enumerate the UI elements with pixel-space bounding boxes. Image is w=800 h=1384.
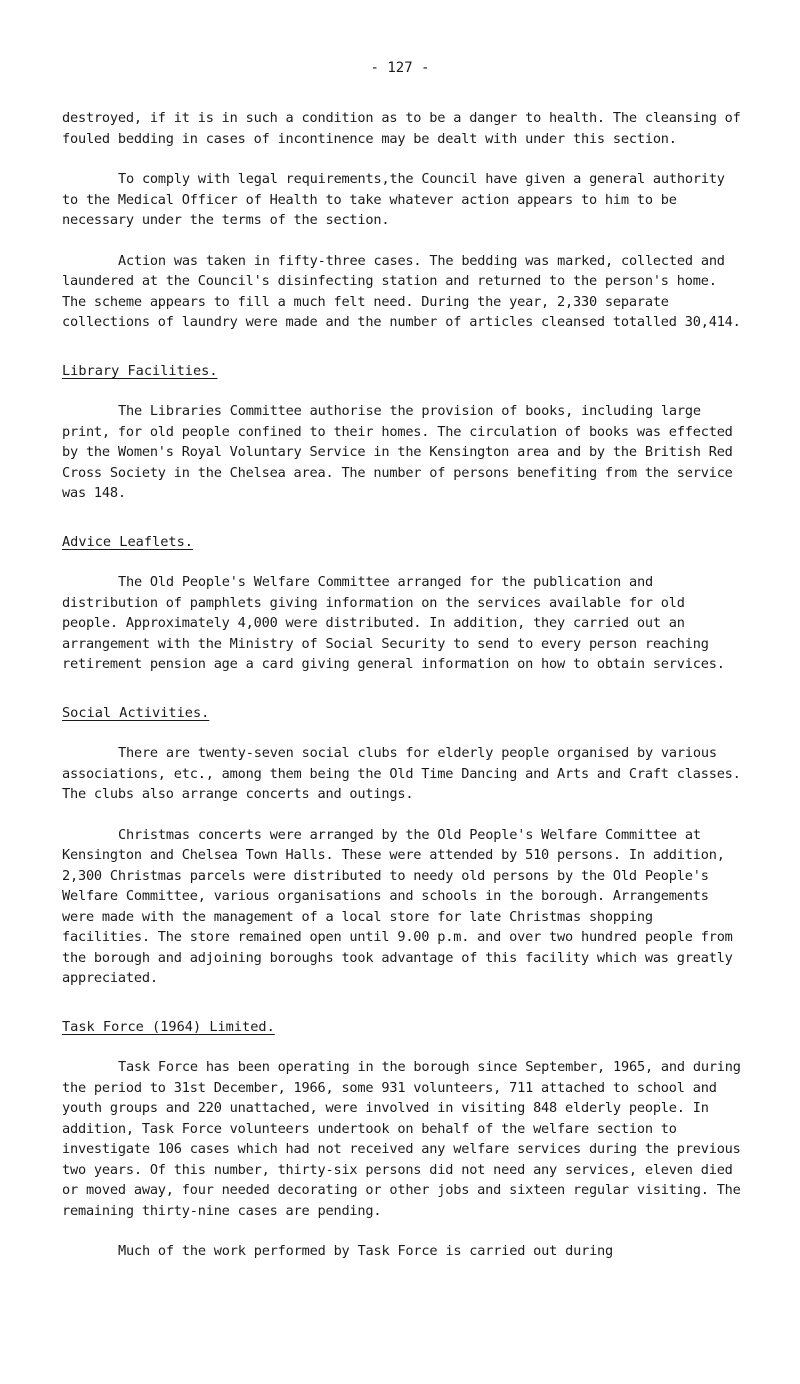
page-number: - 127 -	[370, 60, 430, 76]
page-body	[62, 108, 742, 1282]
taskforce-paragraph-2: Much of the work performed by Task Force is carried out during	[118, 1243, 614, 1259]
taskforce-heading: Task Force (1964) Limited.	[62, 1018, 275, 1035]
library-paragraph: The Libraries Committee authorise the provision of books, including large print, for old people confined to their homes. The circulation of books was effected by the Women's Royal Voluntary Service in the Kensington area and by the British Red Cross Society in the Chelsea area. The number of persons benefiting from the service was 148.	[62, 403, 733, 501]
taskforce-paragraph-1: Task Force has been operating in the borough since September, 1965, and during the period to 31st December, 1966, some 931 volunteers, 711 attached to school and youth groups and 220 unattached, were involved in visiting 848 elderly people. In addition, Task Force volunteers undertook on behalf of the welfare section to investigate 106 cases which had not received any welfare services during the previous two years. Of this number, thirty-six persons did not need any services, eleven died or moved away, four needed decorating or other jobs and sixteen regular visiting. The remaining thirty-nine cases are pending.	[62, 1059, 741, 1219]
advice-heading: Advice Leaflets.	[62, 533, 193, 550]
social-heading: Social Activities.	[62, 704, 210, 721]
intro-paragraph-1: destroyed, if it is in such a condition as to be a danger to health. The cleansing of fouled bedding in cases of incontinence may be dealt with under this section.	[62, 110, 741, 147]
library-heading: Library Facilities.	[62, 362, 218, 379]
social-paragraph-1: There are twenty-seven social clubs for elderly people organised by various associations, etc., among them being the Old Time Dancing and Arts and Craft classes. The clubs also arrange concerts and outings.	[62, 745, 741, 802]
intro-paragraph-2: To comply with legal requirements,the Council have given a general authority to the Medical Officer of Health to take whatever action appears to him to be necessary under the terms of the section.	[62, 171, 725, 228]
advice-paragraph: The Old People's Welfare Committee arranged for the publication and distribution of pamphlets giving information on the services available for old people. Approximately 4,000 were distributed. In addition, they carried out an arrangement with the Ministry of Social Security to send to every person reaching retirement pension age a card giving general information on how to obtain services.	[62, 574, 725, 672]
social-paragraph-2: Christmas concerts were arranged by the Old People's Welfare Committee at Kensington and Chelsea Town Halls. These were attended by 510 persons. In addition, 2,300 Christmas parcels were distributed to needy old persons by the Old People's Welfare Committee, various organisations and schools in the borough. Arrangements were made with the management of a local store for late Christmas shopping facilities. The store remained open until 9.00 p.m. and over two hundred people from the borough and adjoining boroughs took advantage of this facility which was greatly appreciated.	[62, 826, 733, 986]
intro-paragraph-3: Action was taken in fifty-three cases. The bedding was marked, collected and laundered at the Council's disinfecting station and returned to the person's home. The scheme appears to fill a much felt need. During the year, 2,330 separate collections of laundry were made and the number of articles cleansed totalled 30,414.	[62, 252, 741, 330]
